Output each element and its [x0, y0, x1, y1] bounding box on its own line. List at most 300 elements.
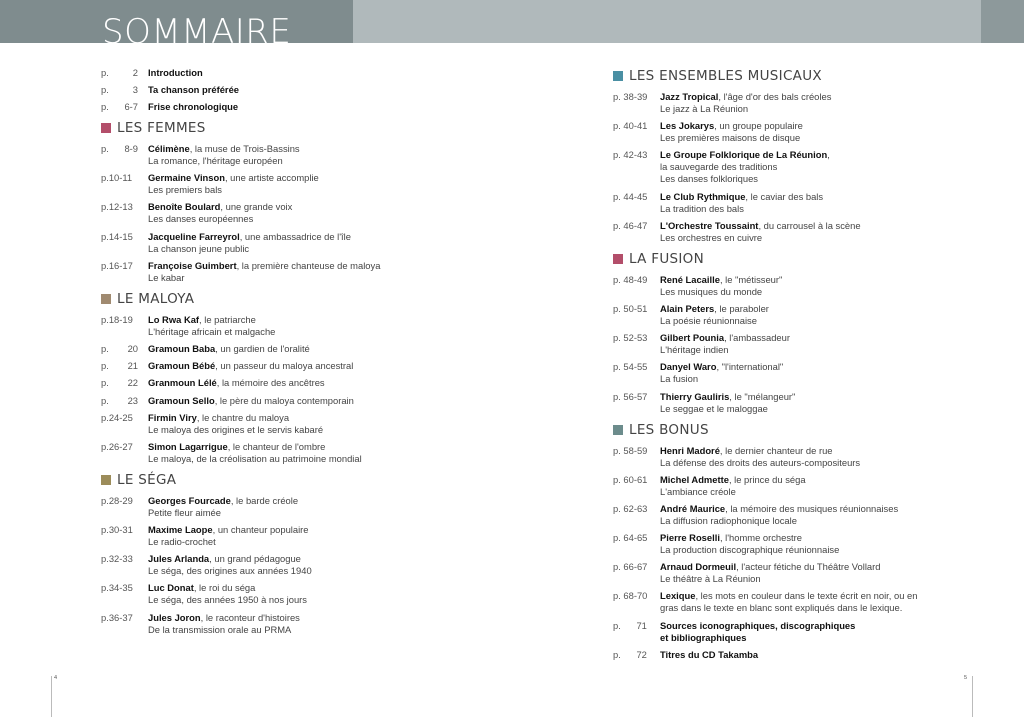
- entry-subtitle: , le paraboler: [714, 302, 769, 314]
- entry-title-line: [660, 474, 933, 486]
- page-prefix: p. 71: [613, 619, 647, 631]
- entry-title: Introduction: [148, 67, 203, 78]
- entry-title: Le Groupe Folklorique de La Réunion: [660, 149, 828, 161]
- entry-title: René Lacaille: [660, 273, 720, 285]
- entry-body: [148, 101, 401, 113]
- entry-body: [660, 220, 933, 244]
- toc-entry: [613, 620, 933, 644]
- entry-title-line: [148, 143, 401, 155]
- entry-subtitle: , la mémoire des musiques réunionnaises: [725, 502, 899, 514]
- entry-body: [148, 360, 401, 372]
- entry-theme: Les premiers bals: [148, 184, 222, 196]
- entry-title: Luc Donat: [148, 582, 194, 594]
- toc-entry: [101, 377, 401, 389]
- entry-title-line: [148, 524, 401, 536]
- toc-entry: [101, 553, 401, 577]
- entry-title-line: [148, 412, 401, 424]
- entry-theme: Les musiques du monde: [660, 285, 763, 297]
- entry-subtitle: , le caviar des bals: [745, 190, 824, 202]
- entry-subtitle: , le "métisseur": [719, 273, 783, 285]
- entry-body: [660, 361, 933, 385]
- entry-body: [148, 553, 401, 577]
- header-band-edge: [981, 0, 1024, 43]
- entry-theme: L'héritage africain et malgache: [148, 325, 276, 337]
- page-prefix: p.: [101, 342, 109, 354]
- page-prefix: p. 60-61: [613, 473, 648, 485]
- toc-entry: [101, 231, 401, 255]
- page-prefix: p.18-19: [101, 313, 133, 325]
- entry-subtitle: , une grande voix: [220, 201, 293, 213]
- left-column: [101, 67, 401, 641]
- page-title: SOMMAIRE: [102, 12, 292, 52]
- entry-title-line: [660, 303, 933, 315]
- page-prefix: p.: [101, 67, 109, 78]
- entry-subtitle: , un chanteur populaire: [212, 524, 309, 536]
- page-ref: [101, 260, 148, 284]
- right-page-number: 5: [964, 675, 968, 681]
- section-heading: [101, 120, 401, 136]
- entry-title: Firmin Viry: [148, 411, 197, 423]
- entry-title-line: [660, 561, 933, 573]
- entry-body: [148, 495, 401, 519]
- page-ref: [101, 101, 148, 113]
- entry-theme: La romance, l'héritage européen: [148, 155, 283, 166]
- toc-entry: [613, 332, 933, 356]
- section-title: LES ENSEMBLES MUSICAUX: [629, 68, 822, 84]
- entry-title: Frise chronologique: [148, 101, 239, 112]
- page-ref: [101, 553, 148, 577]
- section-square-icon: [613, 71, 623, 81]
- toc-entry: [101, 343, 401, 355]
- entry-body: [148, 377, 401, 389]
- page-prefix: p.16-17: [101, 259, 133, 271]
- entry-title-line: [660, 332, 933, 344]
- toc-entry: [101, 67, 401, 79]
- entry-theme: La poésie réunionnaise: [660, 314, 757, 326]
- page-prefix: p.: [101, 360, 109, 372]
- toc-entry: [101, 360, 401, 372]
- header-band-right: [353, 0, 981, 43]
- page-prefix: p.32-33: [101, 553, 133, 565]
- page-prefix: p.28-29: [101, 494, 133, 506]
- entry-subtitle: , l'homme orchestre: [719, 532, 802, 544]
- page-ref: [101, 495, 148, 519]
- page-number: 23: [127, 394, 138, 406]
- page-ref: [101, 67, 148, 79]
- page-ref: [101, 441, 148, 465]
- section-square-icon: [101, 294, 111, 304]
- entry-title-line: [148, 172, 401, 184]
- entry-subtitle: , le père du maloya contemporain: [214, 394, 354, 406]
- entry-body: [148, 231, 401, 255]
- entry-title: Pierre Roselli: [660, 532, 720, 544]
- entry-subtitle: , un grand pédagogue: [209, 553, 301, 565]
- page-number: 3: [132, 84, 138, 95]
- entry-body: [148, 395, 401, 407]
- toc-entry: [101, 201, 401, 225]
- entry-body: [148, 612, 401, 636]
- entry-title: Henri Madoré: [660, 444, 720, 456]
- toc-entry: [101, 84, 401, 96]
- entry-subtitle: ,: [827, 149, 830, 161]
- section-heading: [101, 472, 401, 488]
- entry-theme: Les orchestres en cuivre: [660, 231, 763, 243]
- page-prefix: p.: [101, 101, 109, 112]
- page-ref: [613, 649, 660, 661]
- page-ref: [101, 143, 148, 167]
- page-prefix: p. 42-43: [613, 149, 648, 161]
- entry-title-line: [148, 441, 401, 453]
- entry-title: L'Orchestre Toussaint: [660, 219, 759, 231]
- toc-entry: [101, 260, 401, 284]
- entry-title: Michel Admette: [660, 473, 729, 485]
- page-ref: [613, 274, 660, 298]
- page-prefix: p. 66-67: [613, 561, 648, 573]
- section-title: LES BONUS: [629, 421, 709, 438]
- page-ref: [613, 120, 660, 144]
- entry-subtitle: , le prince du séga: [728, 473, 806, 485]
- page-ref: [101, 231, 148, 255]
- toc-entry: [613, 474, 933, 498]
- toc-entry: [101, 101, 401, 113]
- page-ref: [613, 620, 660, 644]
- page-ref: [613, 361, 660, 385]
- entry-body: [660, 149, 933, 185]
- entry-title: Françoise Guimbert: [148, 259, 237, 271]
- entry-subtitle: , un gardien de l'oralité: [215, 342, 310, 354]
- entry-title: Gilbert Pounia: [660, 332, 725, 344]
- entry-title-line: [148, 314, 401, 326]
- toc-entry: [613, 590, 933, 614]
- page-prefix: p. 56-57: [613, 390, 648, 402]
- page-ref: [613, 590, 660, 614]
- entry-subtitle: , le roi du séga: [193, 582, 256, 594]
- entry-subtitle: , un groupe populaire: [714, 120, 803, 132]
- toc-entry: [613, 91, 933, 115]
- entry-subtitle: , l'âge d'or des bals créoles: [718, 91, 832, 102]
- page-prefix: p.34-35: [101, 582, 133, 594]
- entry-title: Sources iconographiques, discographiques: [660, 619, 856, 631]
- entry-theme: La tradition des bals: [660, 202, 744, 214]
- page-prefix: p. 62-63: [613, 502, 648, 514]
- entry-title: Benoîte Boulard: [148, 201, 221, 213]
- entry-subtitle: , une artiste accomplie: [224, 172, 319, 184]
- page-prefix: p.: [101, 377, 109, 389]
- entry-title-line: [148, 495, 401, 507]
- entry-title-line: [148, 395, 401, 407]
- entry-body: [660, 649, 933, 661]
- entry-title-line: [148, 377, 401, 389]
- page-prefix: p. 46-47: [613, 219, 648, 231]
- entry-theme: La production discographique réunionnaise: [660, 544, 840, 556]
- entry-theme: Les danses européennes: [148, 213, 254, 225]
- page-ref: [613, 149, 660, 185]
- entry-title-line: [660, 120, 933, 132]
- right-column: [613, 68, 933, 666]
- entry-body: [148, 582, 401, 606]
- page-number: 20: [127, 342, 138, 354]
- entry-body: [660, 120, 933, 144]
- entry-title-line: [660, 649, 933, 661]
- entry-title: Jazz Tropical: [660, 91, 719, 102]
- page-prefix: p. 50-51: [613, 302, 648, 314]
- entry-body: [660, 303, 933, 327]
- page-prefix: p.14-15: [101, 230, 133, 242]
- toc-entry: [101, 172, 401, 196]
- entry-title: Célimène: [148, 143, 190, 154]
- page-ref: [613, 191, 660, 215]
- page-number: 22: [127, 377, 138, 389]
- entry-title: Danyel Waro: [660, 361, 717, 373]
- entry-title-line: [660, 91, 933, 103]
- entry-title-line: [148, 553, 401, 565]
- toc-entry: [613, 391, 933, 415]
- toc-entry: [613, 120, 933, 144]
- entry-subtitle: , "l'international": [716, 361, 784, 373]
- entry-subtitle: , la muse de Trois-Bassins: [189, 143, 300, 154]
- entry-title: Maxime Laope: [148, 524, 213, 536]
- page-prefix: p.26-27: [101, 440, 133, 452]
- toc-entry: [613, 561, 933, 585]
- entry-subtitle: , le patriarche: [199, 313, 256, 325]
- entry-theme: Le jazz à La Réunion: [660, 103, 749, 114]
- page-ref: [101, 524, 148, 548]
- entry-body: [148, 260, 401, 284]
- entry-title-line: [148, 343, 401, 355]
- page-ref: [101, 314, 148, 338]
- entry-title-line: [660, 445, 933, 457]
- toc-entry: [101, 524, 401, 548]
- page-prefix: p. 54-55: [613, 361, 648, 373]
- page-ref: [101, 201, 148, 225]
- section-square-icon: [101, 475, 111, 485]
- entry-subtitle: , du carrousel à la scène: [758, 219, 861, 231]
- section-title: LES FEMMES: [117, 120, 206, 136]
- toc-entry: [613, 649, 933, 661]
- toc-entry: [101, 314, 401, 338]
- entry-title: Lexique: [660, 590, 696, 602]
- entry-theme: La fusion: [660, 373, 699, 385]
- entry-theme: Petite fleur aimée: [148, 506, 221, 518]
- entry-title-line: [148, 612, 401, 624]
- entry-theme: Le séga, des années 1950 à nos jours: [148, 594, 307, 606]
- page-ref: [101, 612, 148, 636]
- entry-body: [148, 524, 401, 548]
- entry-title-line: [660, 274, 933, 286]
- section-square-icon: [613, 425, 623, 435]
- page-ref: [613, 303, 660, 327]
- entry-body: [660, 503, 933, 527]
- page-prefix: p. 38-39: [613, 91, 648, 102]
- page-number: 6-7: [124, 101, 138, 112]
- entry-subtitle: , le chantre du maloya: [196, 411, 290, 423]
- entry-title-line: [660, 391, 933, 403]
- entry-title-line: [660, 532, 933, 544]
- entry-theme: De la transmission orale au PRMA: [148, 623, 292, 635]
- entry-title: Jules Joron: [148, 611, 201, 623]
- page-ref: [613, 532, 660, 556]
- entry-subtitle: , une ambassadrice de l'île: [239, 230, 351, 242]
- entry-theme: L'héritage indien: [660, 344, 729, 356]
- page-ref: [613, 332, 660, 356]
- entry-title: Gramoun Baba: [148, 342, 216, 354]
- entry-title: Granmoun Lélé: [148, 377, 217, 389]
- entry-title-continued: et bibliographiques: [660, 631, 747, 643]
- section-title: LE SÉGA: [117, 471, 177, 488]
- page-number: 8-9: [124, 143, 138, 154]
- entry-theme: la sauvegarde des traditions: [660, 161, 778, 173]
- toc-entry: [613, 274, 933, 298]
- page-ref: [101, 377, 148, 389]
- page-prefix: p. 44-45: [613, 190, 648, 202]
- entry-title: Jacqueline Farreyrol: [148, 230, 240, 242]
- entry-title: Georges Fourcade: [148, 494, 231, 506]
- entry-theme: Le seggae et le maloggae: [660, 402, 768, 414]
- section-square-icon: [613, 254, 623, 264]
- entry-title-line: [660, 620, 933, 632]
- toc-entry: [613, 191, 933, 215]
- entry-body: [660, 445, 933, 469]
- entry-subtitle: , la première chanteuse de maloya: [236, 259, 381, 271]
- entry-subtitle: , l'ambassadeur: [724, 332, 790, 344]
- page-ref: [613, 445, 660, 469]
- toc-entry: [613, 149, 933, 185]
- entry-theme: Les danses folkloriques: [660, 173, 758, 185]
- page-ref: [613, 503, 660, 527]
- page-ref: [613, 561, 660, 585]
- entry-title-line: [148, 582, 401, 594]
- toc-entry: [613, 445, 933, 469]
- page-ref: [101, 84, 148, 96]
- entry-body: [660, 332, 933, 356]
- entry-body: [148, 67, 401, 79]
- page-ref: [101, 582, 148, 606]
- right-margin-line: [972, 676, 973, 717]
- page-ref: [101, 172, 148, 196]
- entry-title-line: [148, 260, 401, 272]
- entry-body: [660, 561, 933, 585]
- toc-entry: [101, 441, 401, 465]
- page-ref: [101, 360, 148, 372]
- toc-entry: [613, 532, 933, 556]
- entry-title-line: [660, 149, 933, 161]
- section-heading: [101, 291, 401, 307]
- page-ref: [101, 395, 148, 407]
- entry-title: Titres du CD Takamba: [660, 648, 759, 660]
- entry-theme: La chanson jeune public: [148, 242, 250, 254]
- toc-entry: [101, 495, 401, 519]
- toc-entry: [101, 612, 401, 636]
- entry-title: Jules Arlanda: [148, 553, 210, 565]
- entry-title: Arnaud Dormeuil: [660, 561, 737, 573]
- entry-body: [148, 412, 401, 436]
- section-title: LE MALOYA: [117, 290, 195, 307]
- entry-title: Germaine Vinson: [148, 172, 225, 184]
- page-ref: [101, 412, 148, 436]
- toc-entry: [101, 395, 401, 407]
- entry-title-line: [660, 503, 933, 515]
- entry-title: Les Jokarys: [660, 120, 715, 132]
- toc-entry: [613, 220, 933, 244]
- entry-theme: Le kabar: [148, 271, 185, 283]
- entry-title: Ta chanson préférée: [148, 84, 240, 95]
- entry-title-line: [148, 231, 401, 243]
- entry-title: Alain Peters: [660, 302, 715, 314]
- entry-body: [660, 590, 933, 614]
- toc-entry: [613, 303, 933, 327]
- entry-body: [660, 91, 933, 115]
- entry-body: [660, 191, 933, 215]
- entry-theme: Le maloya, de la créolisation au patrimoine mondial: [148, 452, 362, 464]
- entry-body: [148, 201, 401, 225]
- entry-title: Gramoun Bébé: [148, 360, 216, 372]
- page-prefix: p. 72: [613, 648, 647, 660]
- entry-subtitle: , les mots en couleur dans le texte écrit en noir, ou en: [695, 590, 918, 602]
- page-prefix: p.12-13: [101, 201, 133, 213]
- section-square-icon: [101, 123, 111, 133]
- entry-title-line: [660, 361, 933, 373]
- entry-title: Lo Rwa Kaf: [148, 313, 200, 325]
- page-prefix: p. 40-41: [613, 120, 648, 132]
- entry-body: [660, 620, 933, 644]
- entry-subtitle: , un passeur du maloya ancestral: [215, 360, 354, 372]
- entry-theme: gras dans le texte en blanc sont expliqués dans le lexique.: [660, 602, 903, 614]
- entry-body: [660, 474, 933, 498]
- entry-title: Gramoun Sello: [148, 394, 215, 406]
- entry-body: [148, 84, 401, 96]
- page-prefix: p. 68-70: [613, 590, 648, 602]
- entry-body: [148, 172, 401, 196]
- entry-body: [660, 532, 933, 556]
- entry-body: [148, 314, 401, 338]
- entry-title-line: [148, 360, 401, 372]
- entry-subtitle: , l'acteur fétiche du Théâtre Vollard: [736, 561, 881, 573]
- toc-entry: [101, 412, 401, 436]
- entry-subtitle: , le "mélangeur": [729, 390, 796, 402]
- page-prefix: p.: [101, 394, 109, 406]
- entry-body: [660, 274, 933, 298]
- page-number: 2: [132, 67, 138, 78]
- page-ref: [613, 91, 660, 115]
- page-ref: [613, 220, 660, 244]
- entry-subtitle: , le raconteur d'histoires: [200, 611, 300, 623]
- entry-theme: La diffusion radiophonique locale: [660, 514, 797, 526]
- toc-entry: [101, 582, 401, 606]
- page-prefix: p.24-25: [101, 411, 133, 423]
- entry-theme: La défense des droits des auteurs-compositeurs: [660, 456, 861, 468]
- page-prefix: p.: [101, 143, 109, 154]
- entry-body: [660, 391, 933, 415]
- page-prefix: p. 52-53: [613, 332, 648, 344]
- page-ref: [613, 474, 660, 498]
- page-number: 21: [127, 360, 138, 372]
- entry-body: [148, 441, 401, 465]
- page-prefix: p.36-37: [101, 611, 133, 623]
- left-page-number: 4: [54, 675, 58, 681]
- entry-theme: L'ambiance créole: [660, 485, 736, 497]
- page-ref: [613, 391, 660, 415]
- page-prefix: p. 48-49: [613, 273, 648, 285]
- page-prefix: p.30-31: [101, 524, 133, 536]
- entry-theme: Les premières maisons de disque: [660, 132, 801, 144]
- page-prefix: p.: [101, 84, 109, 95]
- entry-title-line: [660, 220, 933, 232]
- entry-theme: Le séga, des origines aux années 1940: [148, 565, 312, 577]
- entry-subtitle: , le chanteur de l'ombre: [227, 440, 326, 452]
- entry-title-line: [660, 590, 933, 602]
- entry-theme: Le radio-crochet: [148, 536, 216, 548]
- entry-theme: Le théâtre à La Réunion: [660, 573, 761, 585]
